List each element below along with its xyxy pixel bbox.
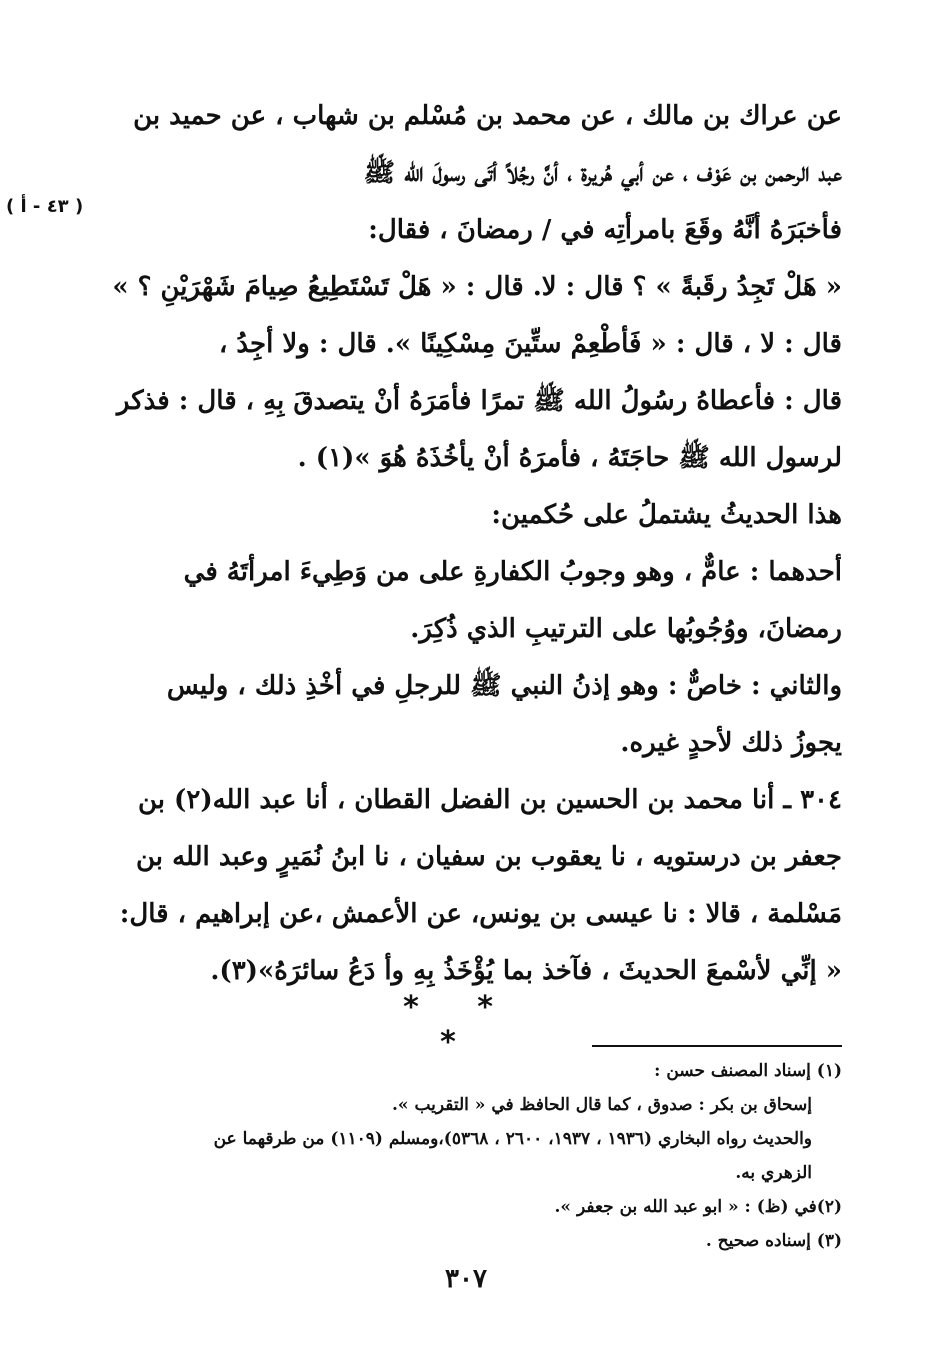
text-line: قال : لا ، قال : « فَأطْعِمْ ستِّينَ مِسْكِينًا ». قال : ولا أجِدُ ، (218, 329, 842, 359)
footnote-line: (١) إسناد المصنف حسن : (654, 1061, 842, 1081)
footnotes (96, 1054, 842, 1258)
text-line: هذا الحديثُ يشتملُ على حُكمين: (491, 500, 842, 530)
text-line: جعفر بن درستويه ، نا يعقوب بن سفيان ، نا ابنُ نُمَيرٍ وعبد الله بن (136, 842, 842, 872)
text-line: ٣٠٤ ـ أنا محمد بن الحسين بن الفضل القطان ، أنا عبد الله(٢) بن (137, 785, 842, 815)
text-line: عبد الرحمن بن عَوْف ، عن أبي هُريرة ، أنَّ رجُلاً أتَى رسولَ الله ﷺ (363, 158, 842, 188)
text-line: « إنِّي لأسْمعَ الحديثَ ، فآخذ بما يُؤْخَذُ بِهِ وأ دَعُ سائرَهُ»(٣). (210, 956, 842, 986)
text-line: فأخبَرَهُ أنَّهُ وقَعَ بامرأتِه في / رمضانَ ، فقال: (368, 215, 842, 245)
footnote-rule (592, 1045, 842, 1047)
footnote-line: إسحاق بن بكر : صدوق ، كما قال الحافظ في « التقريب ». (391, 1095, 812, 1115)
text-line: لرسول الله ﷺ حاجَتَهُ ، فأمرَهُ أنْ يأخُذَهُ هُوَ »(١) . (297, 443, 842, 473)
text-line: عن عراك بن مالك ، عن محمد بن مُسْلم بن شهاب ، عن حميد بن (133, 101, 842, 131)
text-line: مَسْلمة ، قالا : نا عيسى بن يونس، عن الأعمش ،عن إبراهيم ، قال: (119, 899, 842, 929)
text-line: يجوزُ ذلك لأحدٍ غيره. (620, 728, 842, 758)
section-separator: * * * (403, 990, 517, 1060)
footnote-line: والحديث رواه البخاري (١٩٣٦ ، ١٩٣٧، ٢٦٠٠ ، ٥٣٦٨)،ومسلم (١١٠٩) من طرقهما عن (213, 1129, 812, 1149)
footnote-line: (٣) إسناده صحيح . (705, 1231, 842, 1251)
footnote-line: (٢)في (ظ) : « ابو عبد الله بن جعفر ». (554, 1197, 842, 1217)
text-line: رمضانَ، ووُجُوبُها على الترتيبِ الذي ذُكِرَ. (410, 614, 842, 644)
page-number: ٣٠٧ (445, 1264, 487, 1294)
text-line: والثاني : خاصٌّ : وهو إذنُ النبي ﷺ للرجلِ في أخْذِ ذلك ، وليس (166, 671, 842, 701)
manuscript-margin-reference: ( ٤٣ - أ ) (6, 196, 84, 217)
footnote-line: الزهري به. (735, 1163, 812, 1183)
main-text (100, 88, 842, 1000)
text-line: « هَلْ تَجِدُ رقَبةً » ؟ قال : لا. قال : « هَلْ تَسْتَطِيعُ صِيامَ شَهْرَيْنِ ؟ » (112, 272, 842, 302)
text-line: أحدهما : عامٌّ ، وهو وجوبُ الكفارةِ على من وَطِيءَ امرأتَهُ في (183, 557, 842, 587)
text-line: قال : فأعطاهُ رسُولُ الله ﷺ تمرًا فأمَرَهُ أنْ يتصدقَ بِهِ ، قال : فذكر (116, 386, 842, 416)
